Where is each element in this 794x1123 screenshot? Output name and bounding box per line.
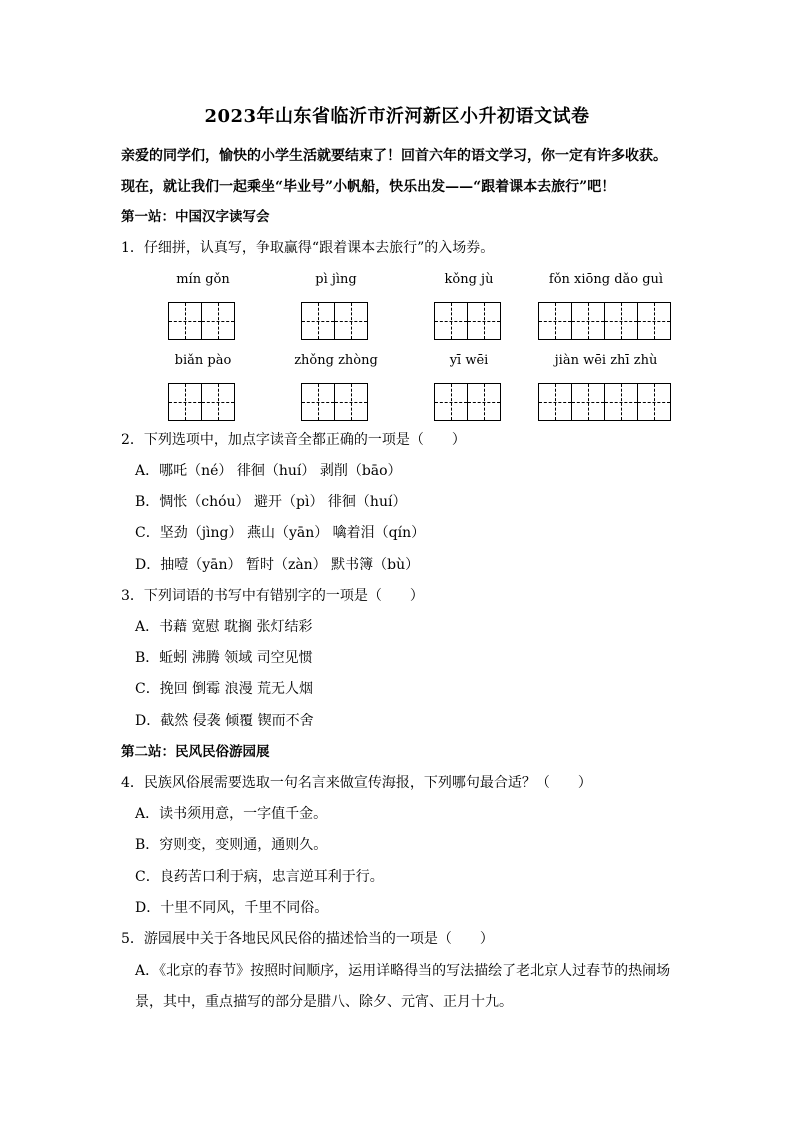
q5-stem: 5．游园展中关于各地民风民俗的描述恰当的一项是（ ）: [121, 931, 494, 947]
writing-cell[interactable]: [169, 384, 202, 420]
q3-option-a[interactable]: A．书藉 宽慰 耽搁 张灯结彩: [135, 619, 313, 635]
q3-option-b[interactable]: B．蚯蚓 沸腾 领域 司空见惯: [135, 650, 313, 666]
writing-cell[interactable]: [169, 303, 202, 339]
q4-stem: 4．民族风俗展需要选取一句名言来做宣传海报，下列哪句最合适？（ ）: [121, 775, 592, 791]
writing-cell[interactable]: [572, 384, 605, 420]
q4-option-b[interactable]: B．穷则变，变则通，通则久。: [135, 837, 328, 853]
q4-option-a[interactable]: A．读书须用意，一字值千金。: [135, 806, 328, 822]
writing-cell[interactable]: [435, 384, 468, 420]
writing-cell[interactable]: [335, 303, 368, 339]
writing-cell[interactable]: [468, 303, 501, 339]
writing-cell[interactable]: [302, 303, 335, 339]
section-heading-2: 第二站：民风民俗游园展: [121, 744, 270, 760]
writing-cell[interactable]: [335, 384, 368, 420]
writing-cell[interactable]: [572, 303, 605, 339]
intro-line-1: 亲爱的同学们，愉快的小学生活就要结束了！回首六年的语文学习，你一定有许多收获。: [121, 148, 667, 164]
writing-cell[interactable]: [468, 384, 501, 420]
pinyin-label: yī wēi: [449, 353, 489, 368]
pinyin-label: zhǒng zhòng: [294, 353, 378, 368]
pinyin-label: fǒn xiōng dǎo guì: [548, 272, 664, 287]
writing-grid[interactable]: [168, 383, 235, 421]
writing-grid[interactable]: [538, 383, 671, 421]
writing-cell[interactable]: [605, 303, 638, 339]
writing-grid[interactable]: [301, 302, 368, 340]
section-heading-1: 第一站：中国汉字读写会: [121, 209, 270, 225]
writing-cell[interactable]: [605, 384, 638, 420]
writing-cell[interactable]: [202, 303, 235, 339]
q4-option-d[interactable]: D．十里不同风，千里不同俗。: [135, 900, 329, 916]
writing-cell[interactable]: [638, 303, 671, 339]
q1-stem: 1．仔细拼，认真写，争取赢得“跟着课本去旅行”的入场券。: [121, 240, 495, 256]
q3-option-c[interactable]: C．挽回 倒霉 浪漫 荒无人烟: [135, 681, 314, 697]
pinyin-label: kǒng jù: [444, 272, 494, 287]
q2-option-b[interactable]: B．惆怅（chóu） 避开（pì） 徘徊（huí）: [135, 494, 407, 510]
q2-option-a[interactable]: A．哪吒（né） 徘徊（huí） 剥削（bāo）: [135, 463, 402, 479]
writing-grid[interactable]: [434, 383, 501, 421]
pinyin-label: jiàn wēi zhī zhù: [554, 353, 658, 368]
q4-option-c[interactable]: C．良药苦口利于病，忠言逆耳利于行。: [135, 869, 384, 885]
page-title: 2023年山东省临沂市沂河新区小升初语文试卷: [204, 106, 590, 127]
writing-grid[interactable]: [434, 302, 501, 340]
q3-stem: 3．下列词语的书写中有错别字的一项是（ ）: [121, 588, 424, 604]
q2-option-d[interactable]: D．抽噎（yān） 暂时（zàn） 默书簿（bù）: [135, 557, 420, 573]
writing-cell[interactable]: [539, 384, 572, 420]
pinyin-label: biǎn pào: [174, 353, 232, 368]
q3-option-d[interactable]: D．截然 侵袭 倾覆 锲而不舍: [135, 713, 314, 729]
writing-cell[interactable]: [638, 384, 671, 420]
writing-cell[interactable]: [202, 384, 235, 420]
writing-cell[interactable]: [539, 303, 572, 339]
q2-option-c[interactable]: C．坚劲（jìng） 燕山（yān） 噙着泪（qín）: [135, 525, 426, 541]
q2-stem: 2．下列选项中，加点字读音全都正确的一项是（ ）: [121, 432, 466, 448]
pinyin-label: pì jìng: [315, 272, 357, 287]
intro-line-2: 现在，就让我们一起乘坐“毕业号”小帆船，快乐出发——“跟着课本去旅行”吧！: [121, 179, 616, 195]
writing-grid[interactable]: [168, 302, 235, 340]
q5-option-a[interactable]: A．《北京的春节》按照时间顺序，运用详略得当的写法描绘了老北京人过春节的热闹场景，其中，重点描写的部分是腊八、除夕、元宵、正月十九。: [135, 963, 671, 1010]
writing-cell[interactable]: [435, 303, 468, 339]
pinyin-label: mín gǒn: [176, 272, 230, 287]
writing-cell[interactable]: [302, 384, 335, 420]
writing-grid[interactable]: [301, 383, 368, 421]
writing-grid[interactable]: [538, 302, 671, 340]
